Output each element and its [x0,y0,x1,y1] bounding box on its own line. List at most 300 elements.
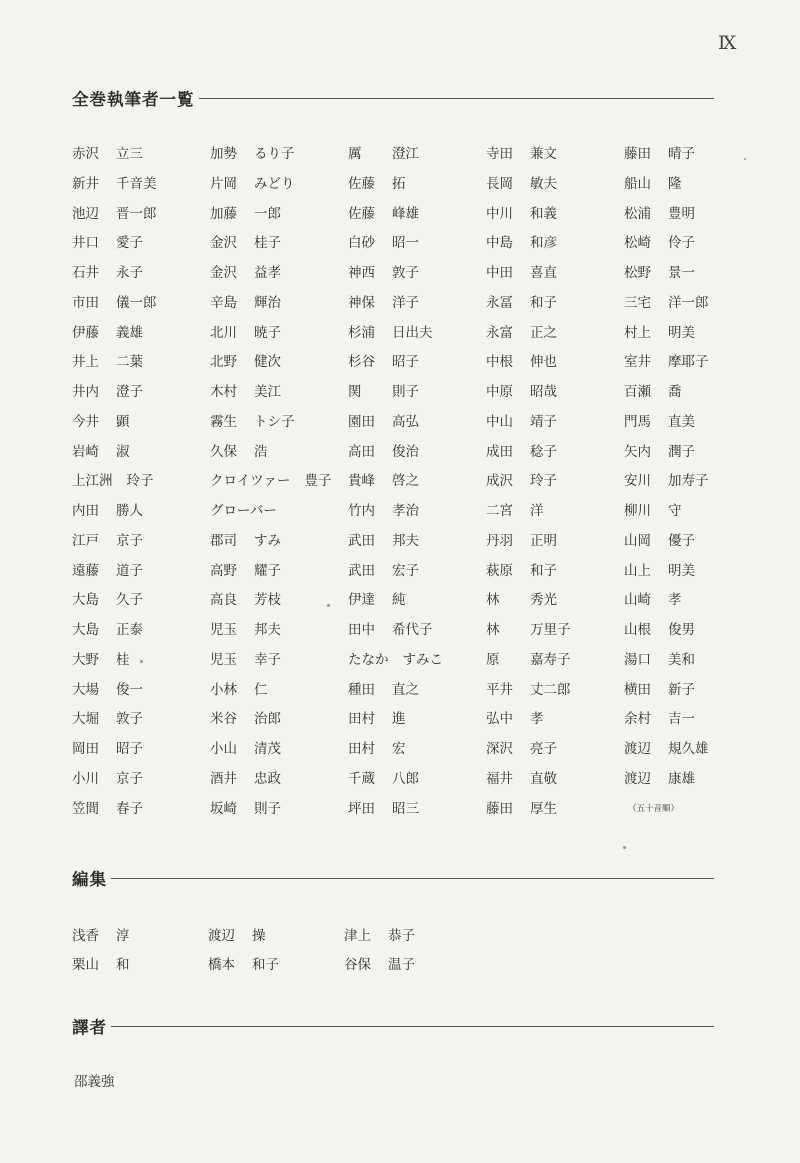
name-entry [486,646,616,676]
given-name: 伶子 [668,235,695,252]
given-name: 敏夫 [530,175,557,192]
given-name: 澄江 [392,146,419,162]
family-name: 原 [486,651,500,668]
family-name: 上江洲 [72,473,113,490]
given-name: 洋子 [392,294,419,311]
family-name: 成沢 [486,473,513,490]
given-name: 永子 [116,265,143,281]
family-name: 中根 [486,354,513,371]
given-name: 愛子 [116,235,143,252]
name-entry [624,289,754,319]
editors-title: 編集 [72,870,107,889]
heading-rule [199,98,715,99]
name-entry [210,646,340,676]
given-name: 吉一 [668,711,695,728]
given-name: 春子 [116,800,143,817]
editors-heading [72,866,714,890]
family-name: 成田 [486,443,513,460]
given-name: 丈二郎 [530,681,571,698]
name-entry [210,140,340,170]
given-name: 純 [392,592,406,609]
name-entry [486,735,616,765]
name-entry [624,259,754,289]
name-entry [486,527,616,557]
given-name: 明美 [668,324,695,341]
name-entry [348,795,478,825]
name-entry [624,586,754,616]
family-name: 津上 [344,928,371,944]
name-entry [210,319,340,349]
given-name: 邦夫 [254,622,281,638]
given-name: 恭子 [388,928,415,944]
name-entry [348,170,478,200]
family-name: 児玉 [210,622,237,638]
given-name: 二葉 [116,354,143,371]
given-name: 厚生 [530,800,557,817]
family-name: 岩崎 [72,443,99,460]
given-name: 幸子 [254,651,281,668]
given-name: 規久雄 [668,741,709,757]
family-name: 笠間 [72,800,99,817]
family-name: 渡辺 [208,928,235,944]
name-entry [486,438,616,468]
given-name: 暁子 [254,324,281,341]
name-entry [486,616,616,646]
given-name: 晴子 [668,146,695,162]
name-entry [72,676,202,706]
paper-speck [744,158,746,160]
family-name: 高野 [210,562,237,579]
given-name: トシ子 [254,413,295,430]
name-entry [486,557,616,587]
name-entry [72,200,202,230]
family-name: 橋本 [208,957,235,973]
given-name: 淑 [116,443,130,460]
family-name: 三宅 [624,294,651,311]
name-entry [486,200,616,230]
given-name: 和子 [530,562,557,579]
given-name: 優子 [668,532,695,549]
name-entry [72,527,202,557]
family-name: 丹羽 [486,532,513,549]
name-entry [72,408,202,438]
name-entry [348,200,478,230]
name-entry [624,140,754,170]
family-name: 矢内 [624,443,651,460]
given-name: 輝治 [254,294,281,311]
contributors-title: 全巻執筆者一覧 [72,90,195,109]
family-name: 大場 [72,681,99,698]
family-name: 井内 [72,384,99,400]
given-name: 康雄 [668,770,695,787]
name-entry [624,200,754,230]
heading-rule [111,1026,714,1027]
given-name: 顕 [116,413,130,430]
name-column [344,922,479,980]
given-name: 温子 [388,957,415,973]
name-entry [72,140,202,170]
given-name: 俊一 [116,681,143,698]
given-name: 直美 [668,413,695,430]
given-name: 進 [392,711,406,728]
given-name: 昭子 [392,354,419,371]
name-entry [210,765,340,795]
name-entry [72,557,202,587]
name-entry [486,229,616,259]
family-name: 福井 [486,770,513,787]
given-name: 摩耶子 [668,354,709,371]
given-name: 八郎 [392,770,419,787]
family-name: 伊達 [348,592,375,609]
family-name: 園田 [348,413,375,430]
name-entry [72,795,202,825]
family-name: 小林 [210,681,237,698]
name-entry [624,348,754,378]
family-name: 船山 [624,175,651,192]
name-entry [624,319,754,349]
name-entry [348,467,478,497]
name-entry [486,705,616,735]
family-name: 加藤 [210,205,237,222]
given-name: 峰雄 [392,205,419,222]
name-entry [210,348,340,378]
family-name: 高田 [348,443,375,460]
name-entry [348,497,478,527]
given-name: 正泰 [116,622,143,638]
family-name: 横田 [624,681,651,698]
given-name: 浩 [254,443,268,460]
family-name: 北川 [210,324,237,341]
family-name: 辛島 [210,294,237,311]
name-entry [72,170,202,200]
name-entry [72,289,202,319]
name-entry [486,289,616,319]
editors-list [72,922,492,986]
family-name: グローバー [210,503,277,519]
name-entry [210,170,340,200]
given-name: 直敬 [530,770,557,787]
family-name: 萩原 [486,562,513,579]
family-name: 武田 [348,532,375,549]
given-name: 和義 [530,205,557,222]
name-entry [624,765,754,795]
given-name: 亮子 [530,741,557,757]
given-name: 儀一郎 [116,294,157,311]
name-entry [348,735,478,765]
name-entry [210,616,340,646]
name-entry [72,259,202,289]
name-entry [624,170,754,200]
family-name: 木村 [210,384,237,400]
name-entry [348,616,478,646]
family-name: 田中 [348,622,375,638]
page-number: Ⅸ [718,32,738,54]
given-name: 宏 [392,741,406,757]
given-name: 桂 [116,651,130,668]
family-name: 久保 [210,443,237,460]
given-name: 守 [668,503,682,519]
given-name: 新子 [668,681,695,698]
given-name: 昭三 [392,800,419,817]
family-name: 石井 [72,265,99,281]
family-name: 坂崎 [210,800,237,817]
name-entry [72,586,202,616]
family-name: 室井 [624,354,651,371]
family-name: 内田 [72,503,99,519]
family-name: 渡辺 [624,741,651,757]
given-name: 淳 [116,928,130,944]
name-entry [348,408,478,438]
name-entry [486,676,616,706]
given-name: 仁 [254,681,268,698]
name-entry [486,348,616,378]
name-entry [210,527,340,557]
name-entry [344,951,479,980]
translator-heading [72,1014,714,1038]
given-name: 立三 [116,146,143,162]
family-name: 松浦 [624,205,651,222]
family-name: 杉浦 [348,324,375,341]
family-name: 武田 [348,562,375,579]
contributors-list [72,140,732,830]
name-entry [348,646,478,676]
family-name: 平井 [486,681,513,698]
family-name: 小山 [210,741,237,757]
family-name: 酒井 [210,770,237,787]
name-entry [486,795,616,825]
given-name: 明美 [668,562,695,579]
family-name: 中川 [486,205,513,222]
name-entry [348,348,478,378]
family-name: 大野 [72,651,99,668]
name-entry [486,170,616,200]
family-name: 弘中 [486,711,513,728]
family-name: 田村 [348,741,375,757]
family-name: 田村 [348,711,375,728]
family-name: クロイツァー [210,473,291,490]
family-name: 神保 [348,294,375,311]
family-name: 今井 [72,413,99,430]
name-entry [348,438,478,468]
name-column [348,140,478,824]
given-name: 孝 [668,592,682,609]
given-name: 昭哉 [530,384,557,400]
name-entry [486,140,616,170]
name-entry [348,705,478,735]
paper-speck [623,846,626,849]
family-name: 神西 [348,265,375,281]
name-entry [624,557,754,587]
given-name: 喬 [668,384,682,400]
family-name: 柳川 [624,503,651,519]
family-name: 湯口 [624,651,651,668]
name-entry [486,319,616,349]
name-entry [486,259,616,289]
family-name: 栗山 [72,957,99,973]
given-name: 隆 [668,175,682,192]
family-name: 佐藤 [348,205,375,222]
name-entry [72,765,202,795]
name-entry [72,951,207,980]
family-name: 加勢 [210,146,237,162]
family-name: 関 [348,384,362,400]
name-entry [210,378,340,408]
given-name: 高弘 [392,413,419,430]
translator-name: 邵義強 [74,1074,115,1090]
name-entry [210,586,340,616]
name-entry [624,735,754,765]
name-entry [486,467,616,497]
given-name: すみ [254,532,281,549]
name-entry [208,951,343,980]
given-name: 豊子 [304,473,332,490]
family-name: 深沢 [486,741,513,757]
name-column [624,140,754,824]
name-entry [486,497,616,527]
family-name: 小川 [72,770,99,787]
name-entry [348,378,478,408]
family-name: 佐藤 [348,175,375,192]
name-column [210,140,340,824]
given-name: 和子 [252,957,279,973]
name-entry [72,922,207,951]
family-name: 百瀬 [624,384,651,400]
name-entry [348,289,478,319]
given-name: 伸也 [530,354,557,371]
name-column [486,140,616,824]
family-name: 山岡 [624,532,651,549]
given-name: 健次 [254,354,281,371]
given-name: 敦子 [392,265,419,281]
family-name: 大島 [72,622,99,638]
name-entry [624,229,754,259]
name-entry [210,676,340,706]
name-entry [624,408,754,438]
family-name: 千蔵 [348,770,375,787]
given-name: 美和 [668,651,695,668]
name-entry [72,229,202,259]
given-name: 兼文 [530,146,557,162]
name-entry [624,378,754,408]
name-entry [210,259,340,289]
name-entry [72,348,202,378]
family-name: 池辺 [72,205,99,222]
family-name: 竹内 [348,503,375,519]
given-name: るり子 [254,146,295,162]
given-name: 義雄 [116,324,143,341]
given-name: 孝治 [392,503,419,519]
given-name: 俊治 [392,443,419,460]
name-entry [348,586,478,616]
given-name: 操 [252,928,266,944]
name-entry [624,467,754,497]
family-name: 貴峰 [348,473,375,490]
family-name: 米谷 [210,711,237,728]
family-name: 赤沢 [72,146,99,162]
family-name: 門馬 [624,413,651,430]
family-name: 林 [486,622,500,638]
name-entry [344,922,479,951]
given-name: 秀光 [530,592,557,609]
name-entry [486,765,616,795]
given-name: 治郎 [254,711,281,728]
given-name: 京子 [116,532,143,549]
name-entry [624,646,754,676]
given-name: 景一 [668,265,695,281]
name-entry [624,527,754,557]
name-entry [72,705,202,735]
given-name: 一郎 [254,205,281,222]
given-name: 則子 [254,800,281,817]
name-entry [210,200,340,230]
family-name: 渡辺 [624,770,651,787]
given-name: 稔子 [530,443,557,460]
given-name: 邦夫 [392,532,419,549]
given-name: 晋一郎 [116,205,157,222]
given-name: 清茂 [254,741,281,757]
family-name: 山上 [624,562,651,579]
name-entry [210,438,340,468]
given-name: 芳枝 [254,592,281,609]
name-entry [72,467,202,497]
given-name: 洋 [530,503,544,519]
family-name: 厲 [348,146,362,162]
family-name: 浅香 [72,928,99,944]
name-entry [348,319,478,349]
name-entry [72,438,202,468]
name-entry [348,676,478,706]
name-column [72,140,202,824]
order-note: （五十音順） [628,803,680,814]
given-name: 希代子 [392,622,433,638]
given-name: 耀子 [254,562,281,579]
family-name: 金沢 [210,265,237,281]
given-name: みどり [254,175,295,192]
name-column [72,922,207,980]
name-entry [624,676,754,706]
family-name: 山崎 [624,592,651,609]
family-name: 大堀 [72,711,99,728]
name-entry [486,378,616,408]
given-name: 俊男 [668,622,695,638]
name-column [208,922,343,980]
given-name: 和彦 [530,235,557,252]
family-name: 松野 [624,265,651,281]
name-entry [348,557,478,587]
family-name: 坪田 [348,800,375,817]
family-name: 白砂 [348,235,375,252]
given-name: すみこ [402,651,443,668]
name-entry [210,467,340,497]
given-name: 千音美 [116,175,157,192]
given-name: 靖子 [530,413,557,430]
family-name: 井口 [72,235,99,252]
given-name: 美江 [254,384,281,400]
name-entry [208,922,343,951]
given-name: 桂子 [254,235,281,252]
name-entry [486,586,616,616]
given-name: 拓 [392,175,406,192]
family-name: 金沢 [210,235,237,252]
given-name: 和子 [530,294,557,311]
name-entry [624,438,754,468]
family-name: 松崎 [624,235,651,252]
name-entry [348,229,478,259]
family-name: 片岡 [210,175,237,192]
family-name: 谷保 [344,957,371,973]
given-name: 正明 [530,532,557,549]
given-name: 勝人 [116,503,143,519]
